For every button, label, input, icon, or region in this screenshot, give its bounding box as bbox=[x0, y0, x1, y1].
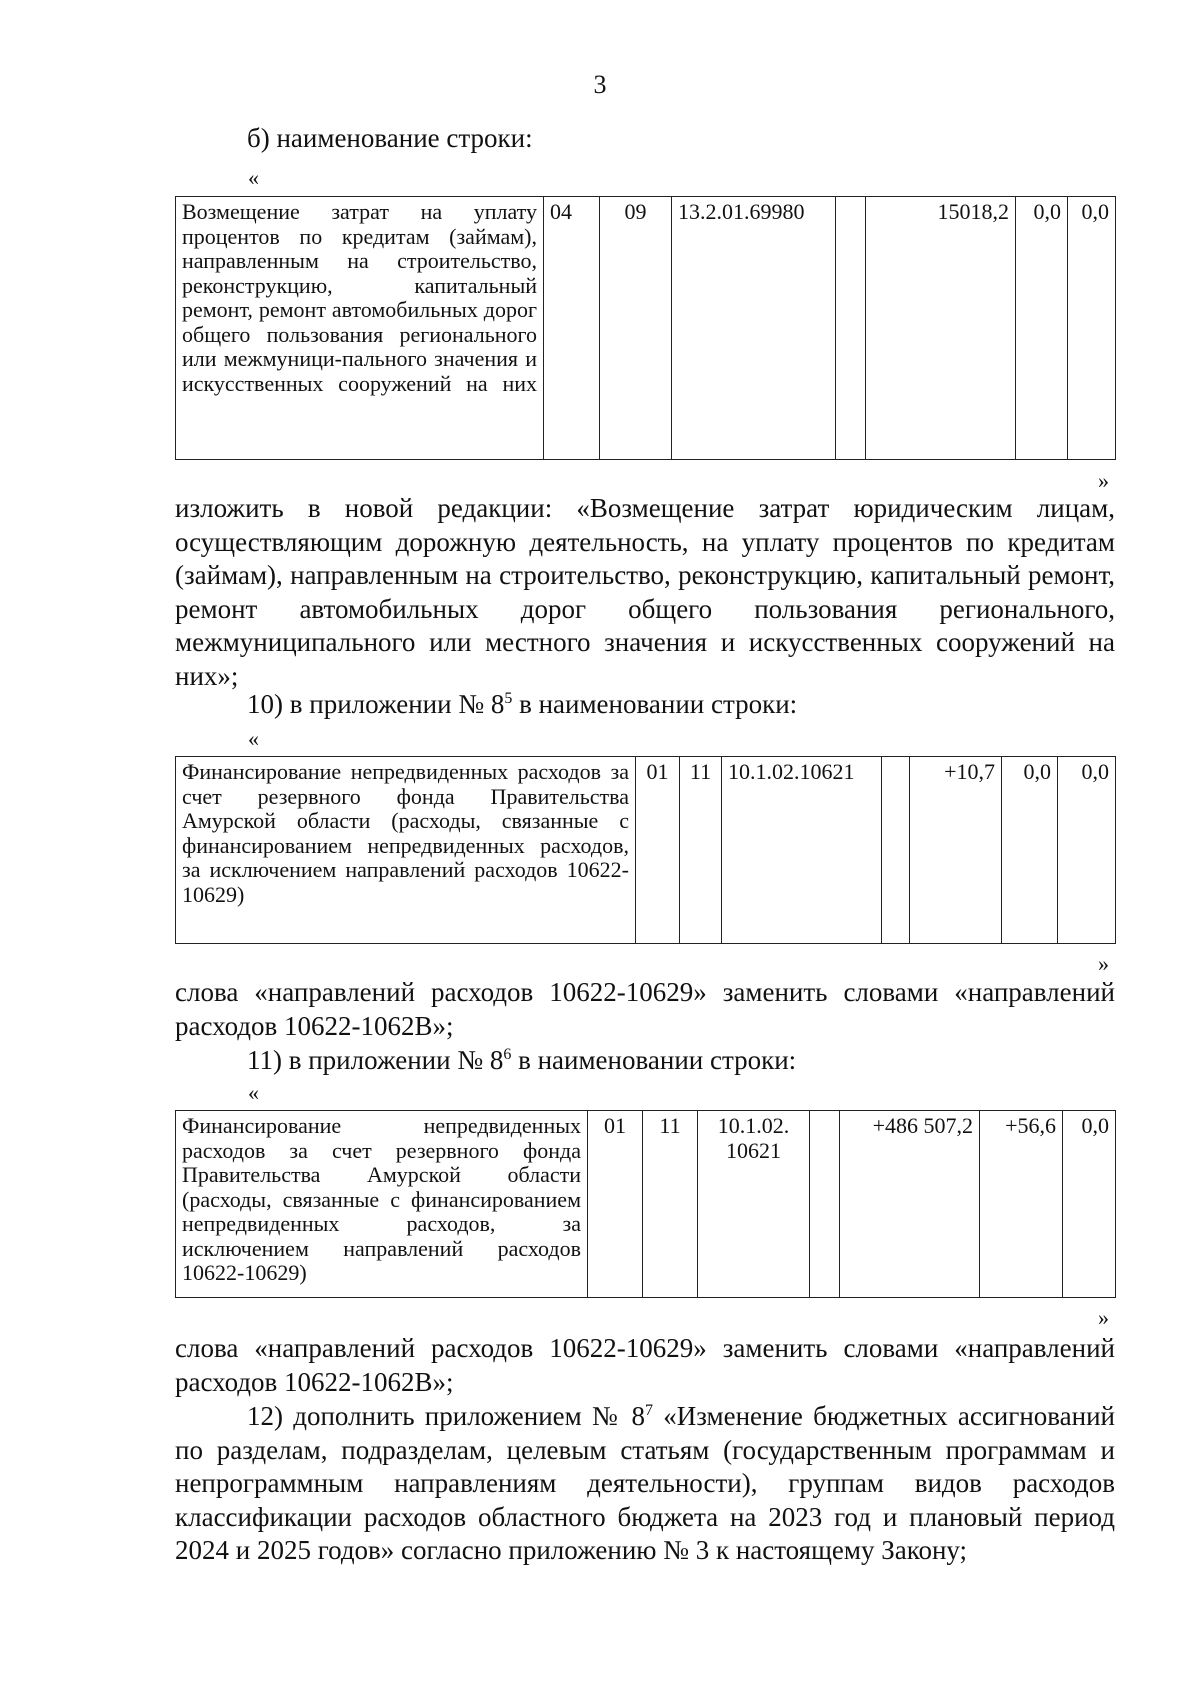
section-code-cell: 01 bbox=[636, 757, 680, 944]
close-quote-1: » bbox=[1098, 468, 1109, 493]
budget-row-table-2 bbox=[175, 756, 1116, 944]
section-b-heading: б) наименование строки: bbox=[247, 123, 533, 153]
amount-2023-cell: 15018,2 bbox=[866, 197, 1016, 460]
row-name-cell: Финансирование непредвиденных расходов за счет резервного фонда Правительства Амурской области (расходы, связанные с финансированием непредвиденных расходов, за исключением направлений расходов 10622-10629) bbox=[176, 1111, 588, 1298]
open-quote-1: « bbox=[248, 165, 259, 190]
table-row bbox=[176, 1111, 1116, 1298]
amount-2023-cell: +10,7 bbox=[910, 757, 1002, 944]
replace-words-paragraph-1: слова «направлений расходов 10622-10629» заменить словами «направлений расходов 10622-1062В»; bbox=[175, 977, 1115, 1041]
amount-2025-cell: 0,0 bbox=[1068, 197, 1116, 460]
target-article-cell: 10.1.02.10621 bbox=[722, 757, 882, 944]
expense-type-cell bbox=[810, 1111, 840, 1298]
budget-row-table-3 bbox=[175, 1110, 1116, 1298]
section-code-cell: 01 bbox=[588, 1111, 643, 1298]
section-code-cell: 04 bbox=[544, 197, 600, 460]
item-12-paragraph: 12) дополнить приложением № $8^7$ «Изменение бюджетных ассигнований по разделам, подразделам, целевым статьям (государственным программам и непрограммным направлениям деятельности), группам видов расходов классификации расходов областного бюджета на 2023 год и плановый период 2024 и 2025 годов» согласно приложению № 3 к настоящему Закону; bbox=[175, 1401, 1115, 1565]
row-name-cell: Финансирование непредвиденных расходов за счет резервного фонда Правительства Амурской области (расходы, связанные с финансированием непредвиденных расходов, за исключением направлений расходов 10622-10629) bbox=[176, 757, 636, 944]
row-name-cell: Возмещение затрат на уплату процентов по кредитам (займам), направленным на строительство, реконструкцию, капитальный ремонт, ремонт автомобильных дорог общего пользования регионального или межмуници-пального значения и искусственных сооружений на них bbox=[176, 197, 544, 460]
amount-2024-cell: 0,0 bbox=[1002, 757, 1058, 944]
amount-2025-cell: 0,0 bbox=[1063, 1111, 1116, 1298]
new-edition-paragraph: изложить в новой редакции: «Возмещение затрат юридическим лицам, осуществляющим дорожную деятельность, на уплату процентов по кредитам (займам), направленным на строительство, реконструкцию, капитальный ремонт, ремонт автомобильных дорог общего пользования регионального, межмуниципального или местного значения и искусственных сооружений на них»; bbox=[175, 493, 1115, 691]
table-row bbox=[176, 197, 1116, 460]
expense-type-cell bbox=[882, 757, 910, 944]
subsection-code-cell: 11 bbox=[643, 1111, 698, 1298]
amount-2023-cell: +486 507,2 bbox=[840, 1111, 980, 1298]
target-article-cell: 13.2.01.69980 bbox=[672, 197, 836, 460]
page-number: 3 bbox=[593, 70, 607, 99]
expense-type-cell bbox=[836, 197, 866, 460]
subsection-code-cell: 09 bbox=[600, 197, 672, 460]
subsection-code-cell: 11 bbox=[680, 757, 722, 944]
budget-row-table-1 bbox=[175, 196, 1116, 460]
replace-words-paragraph-2: слова «направлений расходов 10622-10629» заменить словами «направлений расходов 10622-1062В»; bbox=[175, 1333, 1115, 1397]
amount-2025-cell: 0,0 bbox=[1058, 757, 1116, 944]
item-10-heading: 10) в приложении № $8^5$ в наименовании строки: bbox=[247, 689, 798, 719]
target-article-cell: 10.1.02. 10621 bbox=[698, 1111, 810, 1298]
amount-2024-cell: +56,6 bbox=[980, 1111, 1063, 1298]
open-quote-2: « bbox=[248, 726, 259, 751]
table-row bbox=[176, 757, 1116, 944]
open-quote-3: « bbox=[248, 1080, 259, 1105]
close-quote-3: » bbox=[1098, 1305, 1109, 1330]
close-quote-2: » bbox=[1098, 951, 1109, 976]
amount-2024-cell: 0,0 bbox=[1016, 197, 1068, 460]
item-11-heading: 11) в приложении № $8^6$ в наименовании строки: bbox=[247, 1045, 797, 1075]
